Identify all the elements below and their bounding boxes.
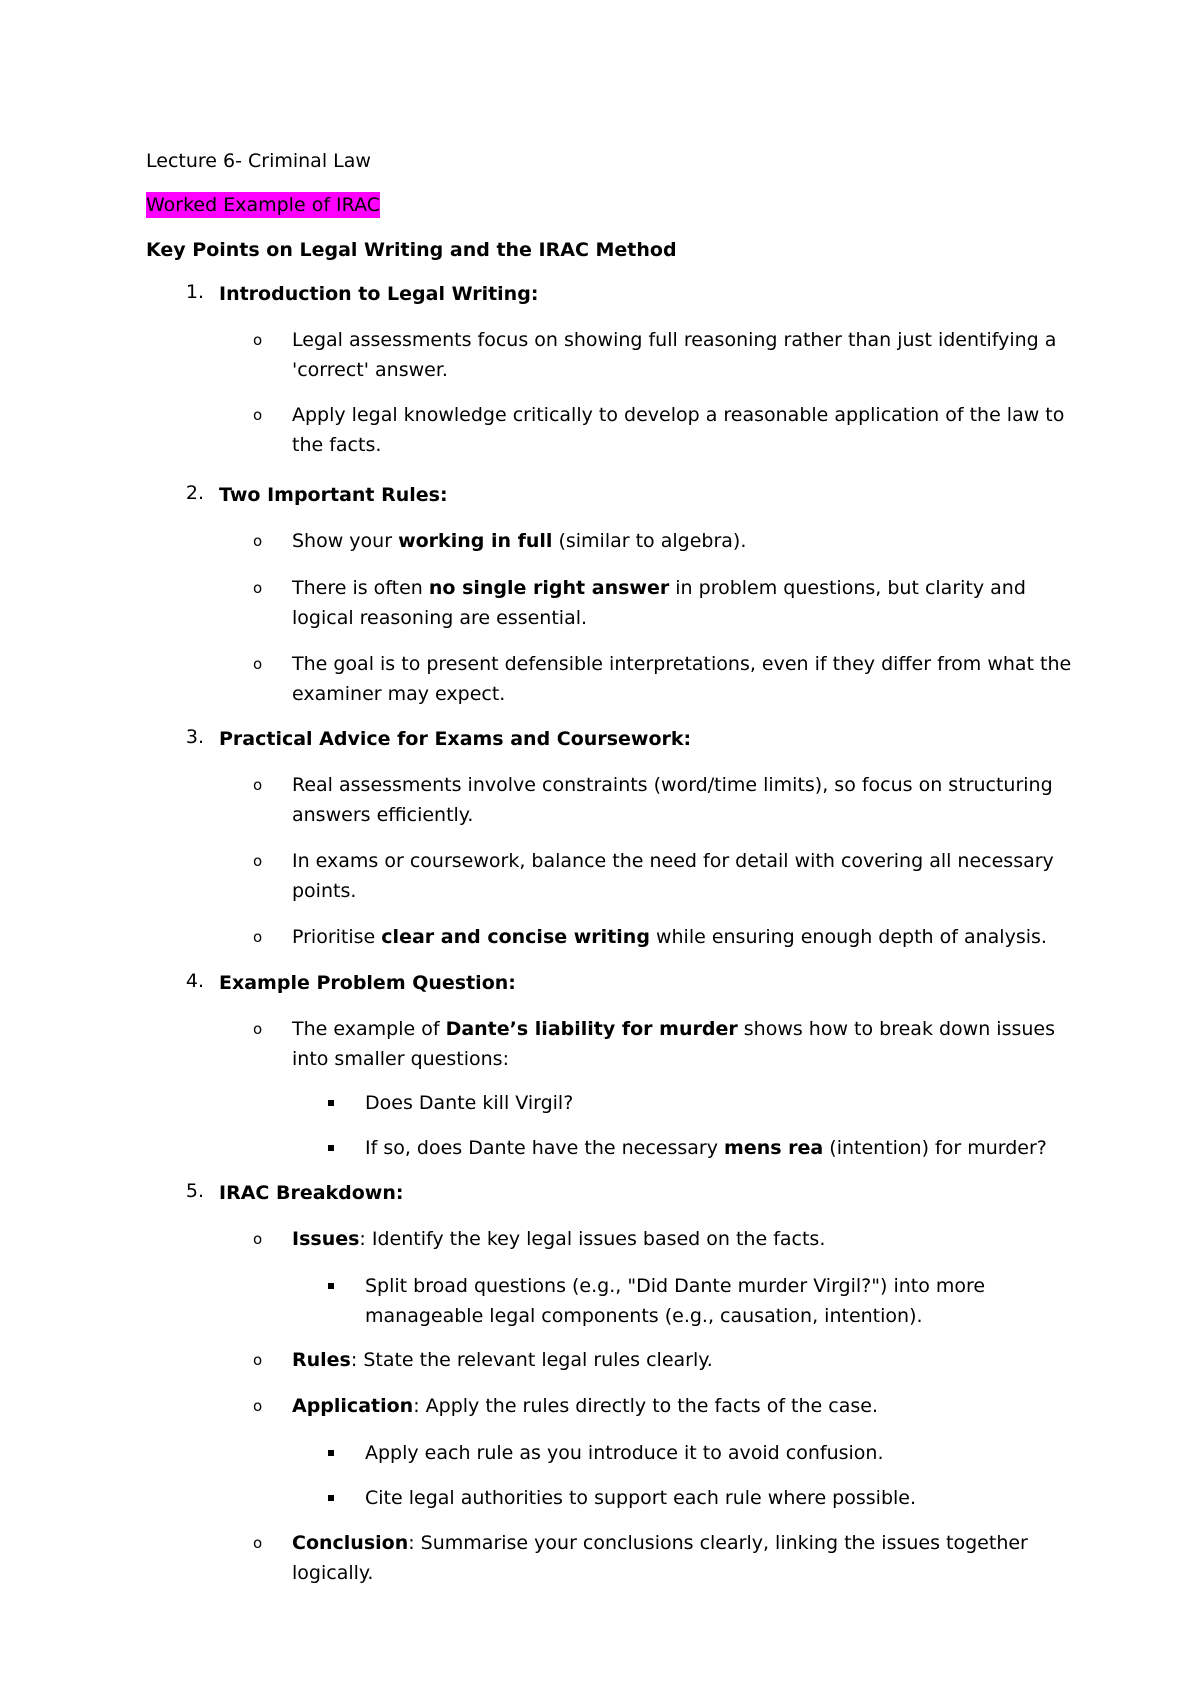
list-item: The goal is to present defensible interpretations, even if they differ from what the examiner may expect.: [292, 653, 1072, 705]
list-item: Rules: State the relevant legal rules clearly.: [292, 1349, 713, 1371]
list-item: Prioritise clear and concise writing while ensuring enough depth of analysis.: [292, 926, 1047, 948]
section-title: Two Important Rules:: [219, 484, 448, 506]
bullet-icon: o: [253, 1230, 263, 1248]
sub-list-item: Apply each rule as you introduce it to avoid confusion.: [365, 1442, 884, 1464]
bullet-icon: o: [253, 532, 263, 550]
square-bullet-icon: [328, 1100, 334, 1106]
sub-list-item: Cite legal authorities to support each rule where possible.: [365, 1487, 917, 1509]
list-item: The example of Dante’s liability for murder shows how to break down issues into smaller questions:: [292, 1018, 1056, 1070]
section-title: IRAC Breakdown:: [219, 1182, 404, 1204]
list-item: In exams or coursework, balance the need for detail with covering all necessary points.: [292, 850, 1054, 902]
bullet-icon: o: [253, 579, 263, 597]
section-number: 5.: [185, 1180, 204, 1202]
bullet-icon: o: [253, 1020, 263, 1038]
bullet-icon: o: [253, 1397, 263, 1415]
sub-list-item: If so, does Dante have the necessary mens rea (intention) for murder?: [365, 1137, 1047, 1159]
sub-list-item: Does Dante kill Virgil?: [365, 1092, 574, 1114]
bullet-icon: o: [253, 1351, 263, 1369]
list-item: Real assessments involve constraints (word/time limits), so focus on structuring answers efficiently.: [292, 774, 1053, 826]
section-number: 4.: [185, 970, 204, 992]
list-item: Legal assessments focus on showing full reasoning rather than just identifying a 'correct' answer.: [292, 329, 1057, 381]
section-heading: Key Points on Legal Writing and the IRAC Method: [146, 239, 677, 261]
list-item: Apply legal knowledge critically to develop a reasonable application of the law to the facts.: [292, 404, 1065, 456]
bullet-icon: o: [253, 1534, 263, 1552]
bullet-icon: o: [253, 406, 263, 424]
bullet-icon: o: [253, 852, 263, 870]
list-item: Show your working in full (similar to algebra).: [292, 530, 747, 552]
sub-list-item: Split broad questions (e.g., "Did Dante murder Virgil?") into more manageable legal components (e.g., causation, intention).: [365, 1275, 986, 1327]
highlighted-subtitle: Worked Example of IRAC: [146, 194, 381, 216]
bullet-icon: o: [253, 928, 263, 946]
bullet-icon: o: [253, 776, 263, 794]
square-bullet-icon: [328, 1495, 334, 1501]
document-title: Lecture 6- Criminal Law: [146, 150, 371, 172]
section-number: 3.: [185, 726, 204, 748]
square-bullet-icon: [328, 1145, 334, 1151]
list-item: Application: Apply the rules directly to the facts of the case.: [292, 1395, 878, 1417]
bullet-icon: o: [253, 331, 263, 349]
section-title: Introduction to Legal Writing:: [219, 283, 539, 305]
square-bullet-icon: [328, 1283, 334, 1289]
section-title: Example Problem Question:: [219, 972, 516, 994]
section-number: 1.: [185, 281, 204, 303]
list-item: Issues: Identify the key legal issues based on the facts.: [292, 1228, 826, 1250]
list-item: There is often no single right answer in problem questions, but clarity and logical reasoning are essential.: [292, 577, 1026, 629]
section-number: 2.: [185, 482, 204, 504]
section-title: Practical Advice for Exams and Coursework:: [219, 728, 692, 750]
square-bullet-icon: [328, 1450, 334, 1456]
list-item: Conclusion: Summarise your conclusions clearly, linking the issues together logically.: [292, 1532, 1028, 1584]
bullet-icon: o: [253, 655, 263, 673]
